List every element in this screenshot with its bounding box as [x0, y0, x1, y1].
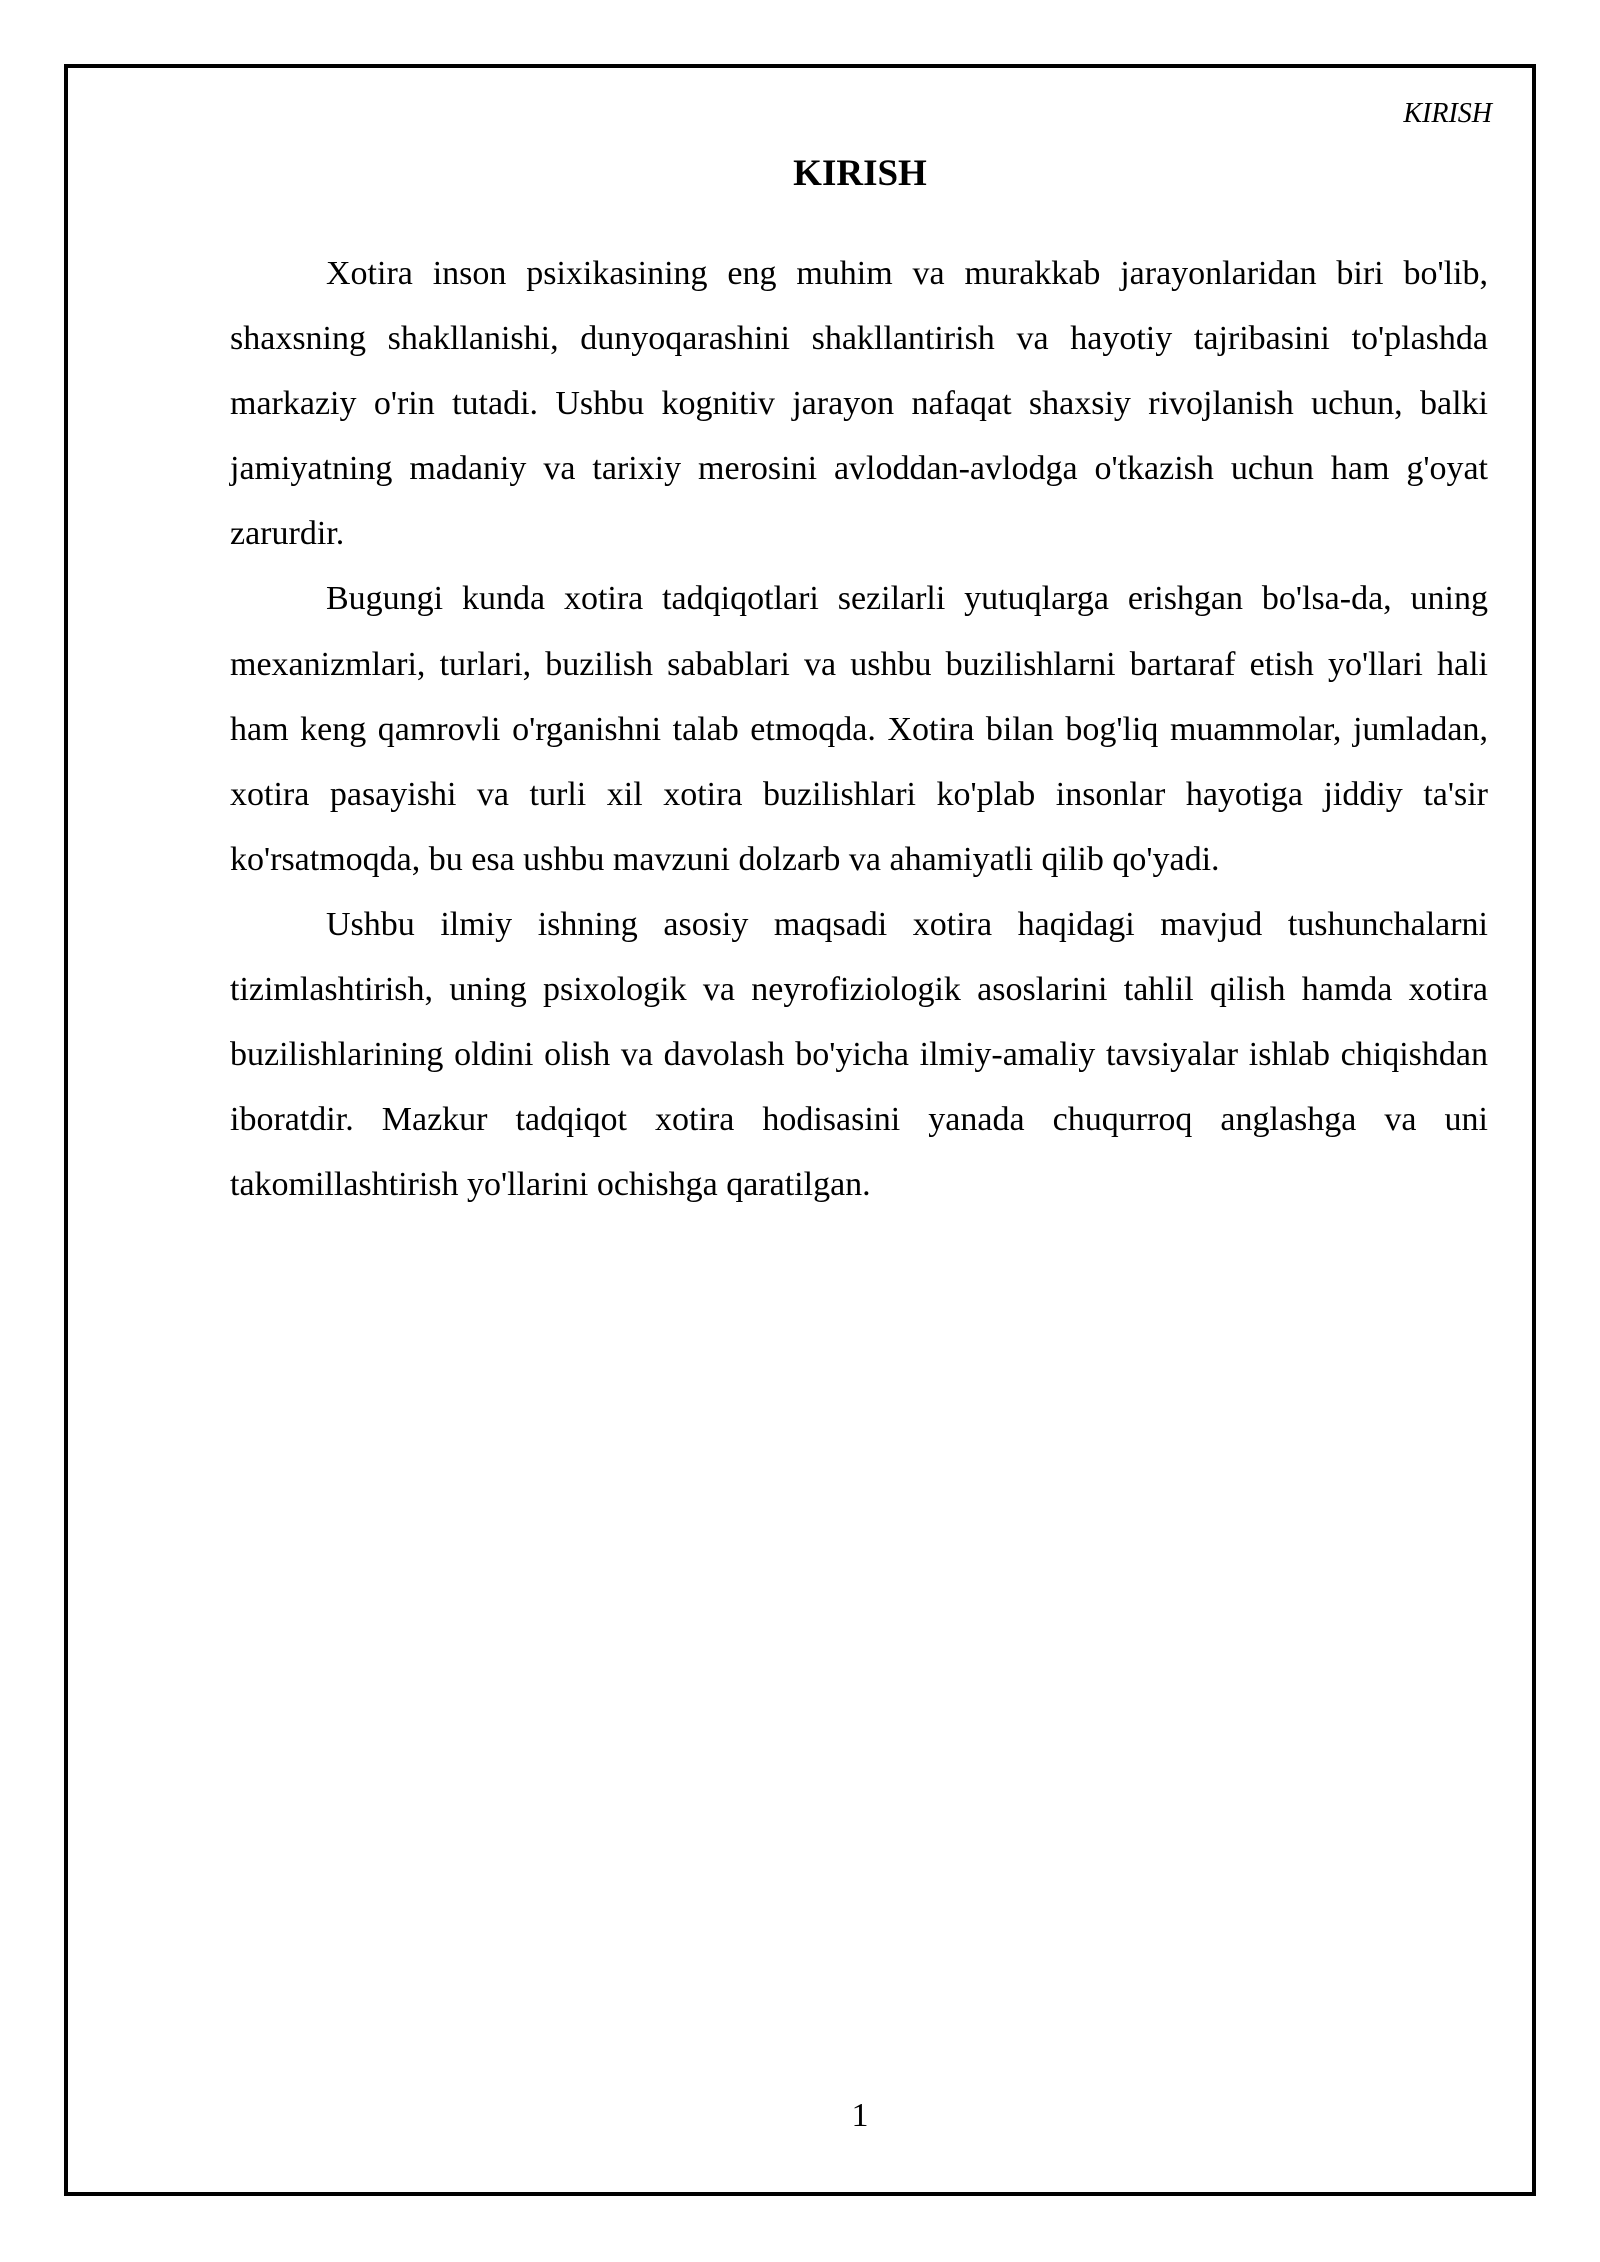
page-title: KIRISH	[793, 153, 927, 194]
running-header: KIRISH	[1403, 98, 1492, 129]
paragraph-2: Bugungi kunda xotira tadqiqotlari sezilarli yutuqlarga erishgan bo'lsa-da, uning mexanizmlari, turlari, buzilish sabablari va ushbu buzilishlarni bartaraf etish yo'llari hali ham keng qamrovli o'rganishni talab etmoqda. Xotira bilan bog'liq muammolar, jumladan, xotira pasayishi va turli xil xotira buzilishlari ko'plab insonlar hayotiga jiddiy ta'sir ko'rsatmoqda, bu esa ushbu mavzuni dolzarb va ahamiyatli qilib qo'yadi.	[230, 580, 1488, 878]
paragraph-3: Ushbu ilmiy ishning asosiy maqsadi xotira haqidagi mavjud tushunchalarni tizimlashtirish, uning psixologik va neyrofiziologik asoslarini tahlil qilish hamda xotira buzilishlarining oldini olish va davolash bo'yicha ilmiy-amaliy tavsiyalar ishlab chiqishdan iboratdir. Mazkur tadqiqot xotira hodisasini yanada chuqurroq anglashga va uni takomillashtirish yo'llarini ochishga qaratilgan.	[230, 905, 1488, 1204]
body-text	[230, 241, 1488, 1217]
paragraph-1: Xotira inson psixikasining eng muhim va murakkab jarayonlaridan biri bo'lib, shaxsning shakllanishi, dunyoqarashini shakllantirish va hayotiy tajribasini to'plashda markaziy o'rin tutadi. Ushbu kognitiv jarayon nafaqat shaxsiy rivojlanish uchun, balki jamiyatning madaniy va tarixiy merosini avloddan-avlodga o'tkazish uchun ham g'oyat zarurdir.	[230, 255, 1488, 553]
page-number: 1	[851, 2097, 869, 2134]
